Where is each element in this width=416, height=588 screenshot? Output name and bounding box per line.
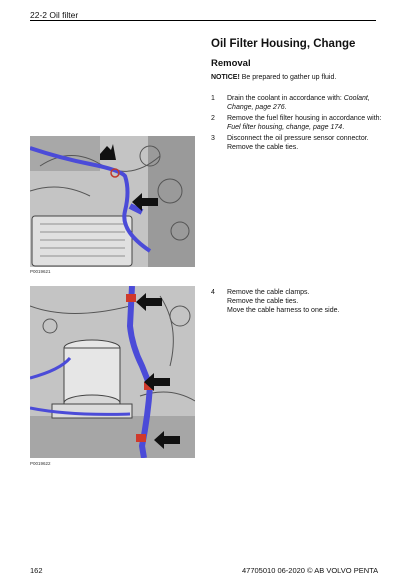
page-title: Oil Filter Housing, Change [211,38,356,50]
step-link[interactable]: Coolant, [343,95,370,102]
figure-oil-pressure-sensor [30,136,195,267]
step-text: Remove the cable clamps. [227,289,310,296]
step-text: Move the cable harness to one side. [227,307,340,314]
figure-cable-harness [30,286,195,458]
step-link[interactable]: Fuel filter housing, change, page 174 [227,124,343,131]
page-number: 162 [30,566,43,575]
notice [211,74,336,81]
step-number: 2 [211,115,215,122]
engine-illustration [30,136,195,267]
step-text: Drain the coolant in accordance with: [227,95,344,102]
step-text-end: . [284,104,287,111]
step-number: 1 [211,95,215,102]
step-number: 3 [211,135,215,142]
step-text: Disconnect the oil pressure sensor connector. [227,135,369,142]
engine-illustration [30,286,195,458]
step-text: Remove the fuel filter housing in accordance with: [227,115,382,122]
step-text: Remove the cable ties. [227,144,299,151]
figure-caption: P0019621 [30,269,51,274]
section-header: 22-2 Oil filter [30,10,79,20]
notice-text: Be prepared to gather up fluid. [239,74,337,81]
step-link[interactable]: Change, page 276 [227,104,285,111]
section-subtitle: Removal [211,58,251,69]
document-info: 47705010 06-2020 © AB VOLVO PENTA [242,566,379,575]
step-number: 4 [211,289,215,296]
step-text-end: . [342,124,345,131]
step-text: Remove the cable ties. [227,298,299,305]
notice-label: NOTICE! [211,74,240,81]
figure-caption: P0019622 [30,461,51,466]
header-divider [30,20,376,21]
